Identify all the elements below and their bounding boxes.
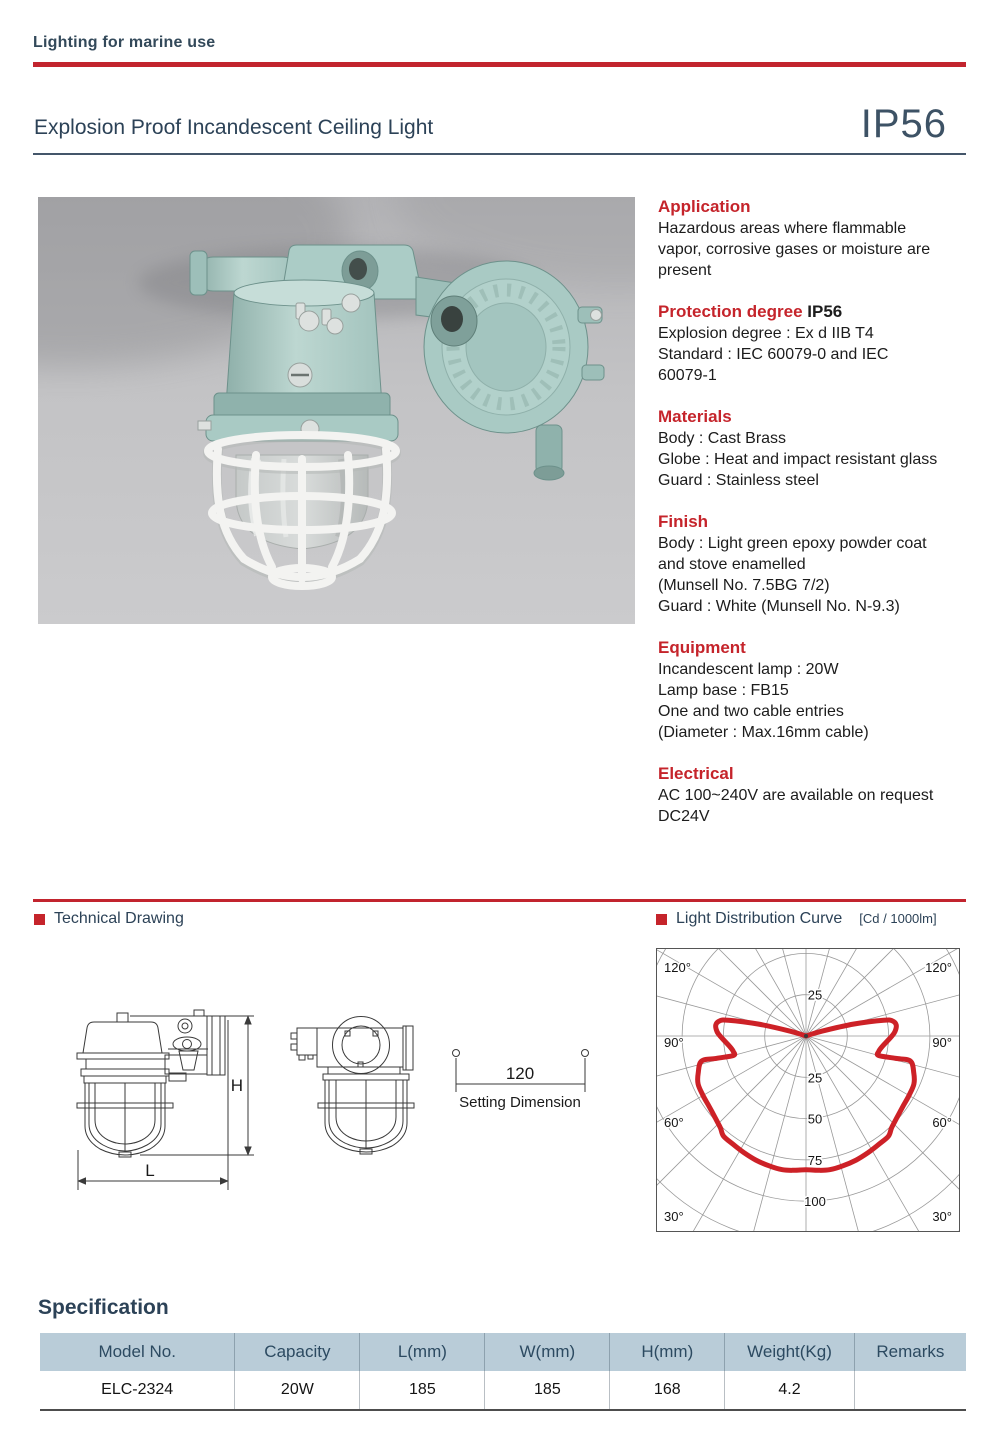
angle-label-left: 60°	[664, 1115, 684, 1130]
info-line: Hazardous areas where flammable	[658, 220, 907, 237]
info-line: (Munsell No. 7.5BG 7/2)	[658, 577, 830, 594]
square-bullet-icon	[34, 914, 45, 925]
info-section-protection	[658, 302, 970, 386]
spec-col-remarks: Remarks	[876, 1342, 945, 1361]
square-bullet-icon	[656, 914, 667, 925]
info-line: 60079-1	[658, 367, 717, 384]
light-distribution-title: Light Distribution Curve	[676, 910, 843, 927]
dimension-l-label: L	[145, 1161, 155, 1180]
light-distribution-chart	[656, 948, 960, 1232]
ip-rating: IP56	[860, 102, 947, 146]
info-line: Guard : White (Munsell No. N-9.3)	[658, 598, 900, 615]
radial-tick-label: 25	[807, 1070, 823, 1086]
section-heading-suffix: IP56	[802, 302, 843, 321]
front-view-drawing	[291, 1017, 414, 1155]
page-title: Explosion Proof Incandescent Ceiling Light	[34, 116, 434, 139]
page-eyebrow: Lighting for marine use	[33, 34, 216, 51]
info-line: Explosion degree : Ex d IIB T4	[658, 325, 874, 342]
side-view-drawing	[77, 1010, 225, 1157]
info-line: vapor, corrosive gases or moisture are	[658, 241, 931, 258]
spec-value-width: 185	[485, 1371, 610, 1409]
info-line: Guard : Stainless steel	[658, 472, 819, 489]
info-line: Body : Cast Brass	[658, 430, 787, 447]
info-line: Incandescent lamp : 20W	[658, 661, 839, 678]
info-line: (Diameter : Max.16mm cable)	[658, 724, 869, 741]
info-section-application	[658, 197, 970, 281]
spec-value-height: 168	[610, 1371, 725, 1409]
info-line: AC 100~240V are available on request	[658, 787, 934, 804]
spec-col-height: H(mm)	[610, 1333, 725, 1371]
section-heading: Equipment	[658, 638, 746, 657]
info-line: DC24V	[658, 808, 710, 825]
info-section-materials	[658, 407, 970, 491]
radial-tick-label: 50	[807, 1111, 823, 1127]
technical-drawing	[40, 1000, 640, 1200]
spec-value-model: ELC-2324	[40, 1371, 235, 1409]
chart-units-label: [Cd / 1000lm]	[859, 911, 937, 926]
info-line: Globe : Heat and impact resistant glass	[658, 451, 938, 468]
info-line: One and two cable entries	[658, 703, 844, 720]
radial-tick-label: 100	[804, 1194, 826, 1210]
section-heading: Materials	[658, 407, 732, 426]
info-line: Body : Light green epoxy powder coat	[658, 535, 927, 552]
spec-col-width: W(mm)	[485, 1333, 610, 1371]
title-underline	[33, 153, 966, 155]
spec-col-weight: Weight(Kg)	[725, 1333, 855, 1371]
setting-dimension-label: Setting Dimension	[459, 1094, 581, 1111]
spec-value-length: 185	[360, 1371, 485, 1409]
spec-value-weight: 4.2	[725, 1371, 855, 1409]
specification-title: Specification	[38, 1296, 169, 1319]
angle-label-right: 60°	[932, 1115, 952, 1130]
section-heading: Electrical	[658, 764, 734, 783]
product-info-column	[658, 197, 970, 848]
angle-label-right: 90°	[932, 1035, 952, 1050]
spec-value-capacity: 20W	[235, 1371, 360, 1409]
info-section-equipment	[658, 638, 970, 743]
radial-tick-label: 25	[807, 987, 823, 1003]
info-section-finish	[658, 512, 970, 617]
angle-label-left: 30°	[664, 1209, 684, 1224]
info-line: Standard : IEC 60079-0 and IEC	[658, 346, 889, 363]
dimension-h-label: H	[230, 1076, 243, 1095]
spec-header-row	[40, 1333, 966, 1371]
info-line: present	[658, 262, 712, 279]
angle-label-right: 120°	[925, 960, 952, 975]
angle-label-left: 90°	[664, 1035, 684, 1050]
angle-label-left: 120°	[664, 960, 691, 975]
product-photo	[38, 197, 635, 624]
technical-drawing-header	[34, 910, 184, 928]
setting-dimension-value: 120	[505, 1064, 535, 1083]
header-red-rule	[33, 62, 966, 67]
spec-value-remarks	[855, 1371, 966, 1409]
mid-red-rule	[33, 899, 966, 902]
info-line: and stove enamelled	[658, 556, 806, 573]
spec-col-capacity: Capacity	[235, 1333, 360, 1371]
section-heading: Application	[658, 197, 751, 216]
info-line: Lamp base : FB15	[658, 682, 789, 699]
info-section-electrical	[658, 764, 970, 827]
radial-tick-label: 75	[807, 1152, 823, 1168]
technical-drawing-title: Technical Drawing	[54, 910, 184, 927]
specification-table	[40, 1333, 966, 1411]
spec-col-length: L(mm)	[360, 1333, 485, 1371]
spec-data-row	[40, 1371, 966, 1409]
spec-col-model: Model No.	[40, 1333, 235, 1371]
polar-center-dot	[804, 1034, 808, 1038]
light-distribution-header	[656, 910, 937, 928]
section-heading: Finish	[658, 512, 709, 531]
section-heading: Protection degree	[658, 302, 803, 321]
angle-label-right: 30°	[932, 1209, 952, 1224]
